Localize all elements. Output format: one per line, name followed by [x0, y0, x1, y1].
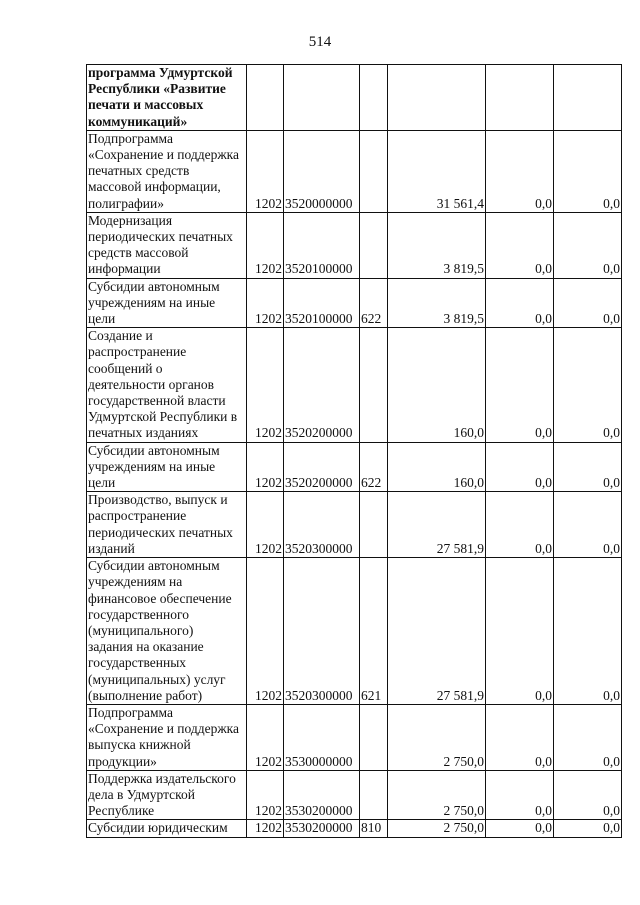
amount-cell: 0,0: [554, 770, 622, 820]
item-name-line: массовой информации,: [88, 179, 221, 195]
amount-cell: 0,0: [554, 212, 622, 278]
item-name-line: печатных изданиях: [88, 425, 199, 441]
item-name-line: полиграфии»: [88, 195, 164, 211]
amount-cell: 27 581,9: [388, 492, 486, 558]
amount-cell: [554, 65, 622, 131]
target-article-cell: 3520300000: [284, 492, 360, 558]
item-name-cell: [87, 130, 247, 212]
target-article-cell: 3530000000: [284, 704, 360, 770]
amount-cell: 0,0: [554, 492, 622, 558]
item-name-line: финансовое обеспечение: [88, 590, 232, 606]
amount-cell: 160,0: [388, 328, 486, 442]
item-name-line: Производство, выпуск и: [88, 492, 228, 508]
section-code-cell: 1202: [247, 130, 284, 212]
expense-type-cell: [360, 492, 388, 558]
expense-type-cell: [360, 130, 388, 212]
amount-cell: 0,0: [554, 328, 622, 442]
item-name-line: Удмуртской Республики в: [88, 409, 238, 425]
amount-cell: 27 581,9: [388, 558, 486, 705]
budget-table-body: [87, 65, 622, 838]
item-name-line: распространение: [88, 344, 187, 360]
item-name-cell: [87, 704, 247, 770]
item-name-line: информации: [88, 261, 161, 277]
item-name-line: периодических печатных: [88, 229, 233, 245]
item-name-line: дела в Удмуртской: [88, 786, 196, 802]
item-name-cell: [87, 328, 247, 442]
item-name-line: сообщений о: [88, 360, 163, 376]
amount-cell: 0,0: [554, 820, 622, 837]
item-name-cell: [87, 492, 247, 558]
item-name-line: Подпрограмма: [88, 704, 173, 720]
item-name-line: государственной власти: [88, 393, 226, 409]
section-code-cell: 1202: [247, 704, 284, 770]
item-name-line: средств массовой: [88, 245, 189, 261]
item-name-line: периодических печатных: [88, 524, 233, 540]
amount-cell: 0,0: [554, 278, 622, 328]
item-name-line: Подпрограмма: [88, 130, 173, 146]
amount-cell: 0,0: [486, 558, 554, 705]
item-name-line: Модернизация: [88, 212, 173, 228]
target-article-cell: 3530200000: [284, 770, 360, 820]
target-article-cell: [284, 65, 360, 131]
item-name-line: деятельности органов: [88, 376, 215, 392]
item-name-line: Субсидии автономным: [88, 278, 220, 294]
item-name-line: государственного: [88, 606, 189, 622]
section-code-cell: 1202: [247, 328, 284, 442]
amount-cell: 0,0: [554, 442, 622, 492]
item-name-line: Республике: [88, 803, 155, 819]
section-code-cell: 1202: [247, 558, 284, 705]
amount-cell: 2 750,0: [388, 770, 486, 820]
table-row: [87, 770, 622, 820]
item-name-line: задания на оказание: [88, 639, 204, 655]
item-name-cell: [87, 558, 247, 705]
amount-cell: 0,0: [486, 704, 554, 770]
section-code-cell: 1202: [247, 278, 284, 328]
expense-type-cell: [360, 770, 388, 820]
item-name-line: выпуска книжной: [88, 737, 191, 753]
budget-table: [86, 64, 622, 838]
item-name-line: учреждениям на иные: [88, 458, 216, 474]
item-name-line: программа Удмуртской: [88, 65, 233, 80]
item-name-line: изданий: [88, 540, 135, 556]
target-article-cell: 3520100000: [284, 212, 360, 278]
item-name-line: учреждениям на: [88, 574, 183, 590]
amount-cell: 0,0: [486, 770, 554, 820]
expense-type-cell: [360, 212, 388, 278]
item-name-cell: [87, 770, 247, 820]
table-row: [87, 278, 622, 328]
table-row: [87, 442, 622, 492]
expense-type-cell: [360, 328, 388, 442]
amount-cell: 2 750,0: [388, 704, 486, 770]
item-name-line: (муниципального): [88, 622, 194, 638]
target-article-cell: 3520100000: [284, 278, 360, 328]
amount-cell: 3 819,5: [388, 278, 486, 328]
section-code-cell: 1202: [247, 492, 284, 558]
item-name-cell: [87, 820, 247, 837]
target-article-cell: 3520200000: [284, 442, 360, 492]
target-article-cell: 3520300000: [284, 558, 360, 705]
item-name-line: продукции»: [88, 753, 157, 769]
expense-type-cell: 810: [360, 820, 388, 837]
amount-cell: 3 819,5: [388, 212, 486, 278]
item-name-line: Субсидии автономным: [88, 558, 220, 574]
amount-cell: [486, 65, 554, 131]
item-name-line: Субсидии автономным: [88, 442, 220, 458]
item-name-line: печатных средств: [88, 163, 190, 179]
amount-cell: 2 750,0: [388, 820, 486, 837]
table-row: [87, 328, 622, 442]
expense-type-cell: 622: [360, 442, 388, 492]
section-code-cell: 1202: [247, 212, 284, 278]
expense-type-cell: [360, 65, 388, 131]
target-article-cell: 3520200000: [284, 328, 360, 442]
item-name-line: «Сохранение и поддержка: [88, 721, 240, 737]
item-name-line: «Сохранение и поддержка: [88, 147, 240, 163]
amount-cell: 0,0: [554, 130, 622, 212]
table-row: [87, 704, 622, 770]
table-row: [87, 65, 622, 131]
table-row: [87, 558, 622, 705]
amount-cell: 0,0: [486, 278, 554, 328]
item-name-line: учреждениям на иные: [88, 294, 216, 310]
section-code-cell: 1202: [247, 770, 284, 820]
section-code-cell: [247, 65, 284, 131]
amount-cell: 0,0: [554, 704, 622, 770]
amount-cell: 0,0: [554, 558, 622, 705]
amount-cell: 0,0: [486, 820, 554, 837]
amount-cell: 31 561,4: [388, 130, 486, 212]
item-name-line: распространение: [88, 508, 187, 524]
item-name-line: (муниципальных) услуг: [88, 671, 226, 687]
expense-type-cell: [360, 704, 388, 770]
amount-cell: 0,0: [486, 442, 554, 492]
amount-cell: 0,0: [486, 328, 554, 442]
table-row: [87, 212, 622, 278]
target-article-cell: 3530200000: [284, 820, 360, 837]
amount-cell: 0,0: [486, 212, 554, 278]
item-name-line: Республики «Развитие: [88, 81, 226, 97]
item-name-cell: [87, 442, 247, 492]
section-code-cell: 1202: [247, 442, 284, 492]
item-name-line: Субсидии юридическим: [88, 820, 228, 836]
expense-type-cell: 621: [360, 558, 388, 705]
item-name-line: цели: [88, 311, 116, 327]
amount-cell: 0,0: [486, 130, 554, 212]
item-name-cell: [87, 65, 247, 131]
expense-type-cell: 622: [360, 278, 388, 328]
amount-cell: 0,0: [486, 492, 554, 558]
item-name-cell: [87, 212, 247, 278]
amount-cell: 160,0: [388, 442, 486, 492]
item-name-line: Создание и: [88, 328, 153, 344]
table-row: [87, 130, 622, 212]
item-name-line: (выполнение работ): [88, 687, 203, 703]
target-article-cell: 3520000000: [284, 130, 360, 212]
item-name-line: цели: [88, 475, 116, 491]
item-name-cell: [87, 278, 247, 328]
item-name-line: государственных: [88, 655, 187, 671]
table-row: [87, 820, 622, 837]
page-number: 514: [308, 34, 332, 50]
item-name-line: коммуникаций»: [88, 113, 188, 129]
item-name-line: печати и массовых: [88, 97, 204, 113]
item-name-line: Поддержка издательского: [88, 770, 236, 786]
table-row: [87, 492, 622, 558]
section-code-cell: 1202: [247, 820, 284, 837]
amount-cell: [388, 65, 486, 131]
